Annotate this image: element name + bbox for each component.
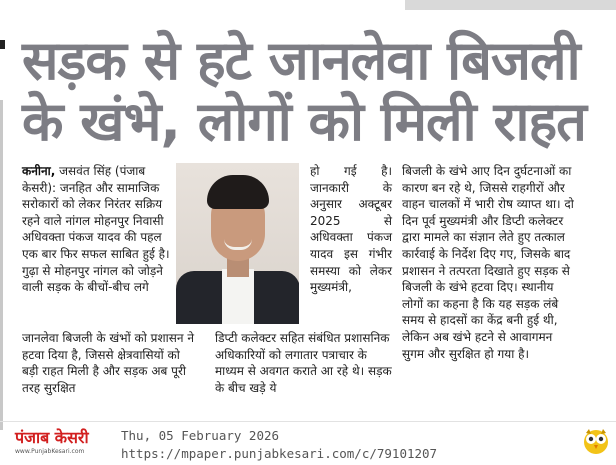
footer-divider xyxy=(0,421,616,422)
column-marker xyxy=(0,40,5,49)
logo-url: www.PunjabKesari.com xyxy=(15,448,85,455)
portrait-photo xyxy=(176,163,299,324)
headline-line-1: सड़क से हटे जानलेवा बिजली xyxy=(22,29,580,92)
article-lead-text: जसवंत सिंह (पंजाब केसरी): जनहित और सामाजिक सरोकारों को लेकर निरंतर सक्रिय रहने वाले नांगल मोहनपुर निवासी अधिवक्ता पंकज यादव की पहल एक बार फिर सफल साबित हुई है। गुढ़ा से मोहनपुर नांगल को जोड़ने वाली सड़क के बीचों-बीच लगे xyxy=(22,164,170,295)
article-column-2-tail: डिप्टी कलेक्टर सहित संबंधित प्रशासनिक अधिकारियों को लगातार पत्राचार के माध्यम से अवगत कराते आ रहे थे। सड़क के बीच खड़े ये xyxy=(215,331,392,395)
byline-place: कनीना, xyxy=(22,164,56,178)
article-link[interactable]: https://mpaper.punjabkesari.com/c/79101207 xyxy=(121,446,438,461)
article-column-2: हो गई है। जानकारी के अनुसार अक्टूबर 2025 से अधिवक्ता पंकज यादव इस गंभीर समस्या को लेकर मुख्यमंत्री, xyxy=(310,164,392,295)
article-column-1 xyxy=(22,163,170,296)
article-column-1-tail: जानलेवा बिजली के खंभों को प्रशासन ने हटवा दिया है, जिससे क्षेत्रवासियों को बड़ी राहत मिली है और सड़क अब पूरी तरह सुरक्षित xyxy=(22,331,195,395)
article-column-3: बिजली के खंभे आए दिन दुर्घटनाओं का कारण बन रहे थे, जिससे राहगीरों और वाहन चालकों में भारी रोष व्याप्त था। दो दिन पूर्व मुख्यमंत्री और डिप्टी कलेक्टर द्वारा मामले का संज्ञान लेते हुए तत्काल कार्रवाई के निर्देश दिए गए, जिसके बाद प्रशासन ने तत्परता दिखाते हुए सड़क से बिजली के खंभे हटवा दिए। स्थानीय लोगों का कहना है कि यह सड़क लंबे समय से हादसों का केंद्र बनी हुई थी, लेकिन अब खंभे हटने से आवागमन सुगम और सुरक्षित हो गया है। xyxy=(402,164,574,361)
page-edge xyxy=(0,100,3,430)
headline-line-2: के खंभे, लोगों को मिली राहत xyxy=(22,90,586,153)
top-gray-block xyxy=(405,0,616,10)
owl-mascot-icon xyxy=(581,426,611,456)
publish-date: Thu, 05 February 2026 xyxy=(121,428,280,443)
punjab-kesari-logo: पंजाब केसरी xyxy=(15,428,89,447)
